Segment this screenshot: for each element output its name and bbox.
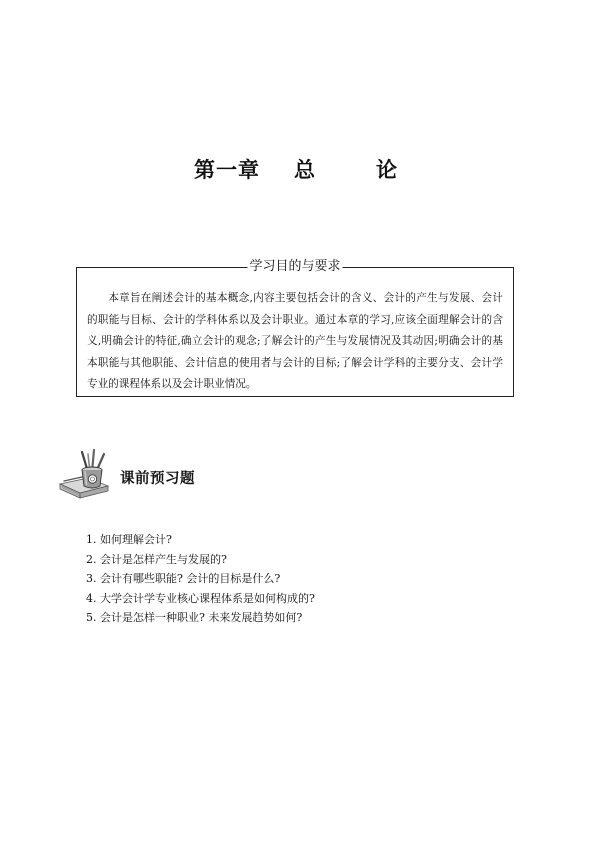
chapter-title-char-2: 论 [376,158,398,182]
pencil-cup-icon [58,448,120,504]
learning-objectives-box [76,259,514,397]
chapter-title [0,154,592,184]
list-item: 1. 如何理解会计? [86,533,172,546]
preview-section-header [58,448,258,504]
preview-section-title: 课前预习题 [120,471,195,487]
chapter-number: 第一章 [194,158,260,182]
preview-question-list [86,530,315,628]
list-item: 2. 会计是怎样产生与发展的? [86,552,227,566]
chapter-title-char-1: 总 [294,158,316,182]
learning-objectives-text: 本章旨在阐述会计的基本概念,内容主要包括会计的含义、会计的产生与发展、会计的职能与目标、会计的学科体系以及会计职业。通过本章的学习,应该全面理解会计的含义,明确会计的特征,确立会计的观念;了解会计的产生与发展情况及其动因;明确会计的基本职能与其他职能、会计信息的使用者与会计的目标;了解会计学科的主要分支、会计学专业的课程体系以及会计职业情况。 [87,292,503,390]
list-item: 4. 大学会计学专业核心课程体系是如何构成的? [86,591,315,605]
list-item: 5. 会计是怎样一种职业? 未来发展趋势如何? [86,611,303,624]
list-item: 3. 会计有哪些职能? 会计的目标是什么? [86,572,281,585]
learning-objectives-heading: 学习目的与要求 [249,259,341,274]
